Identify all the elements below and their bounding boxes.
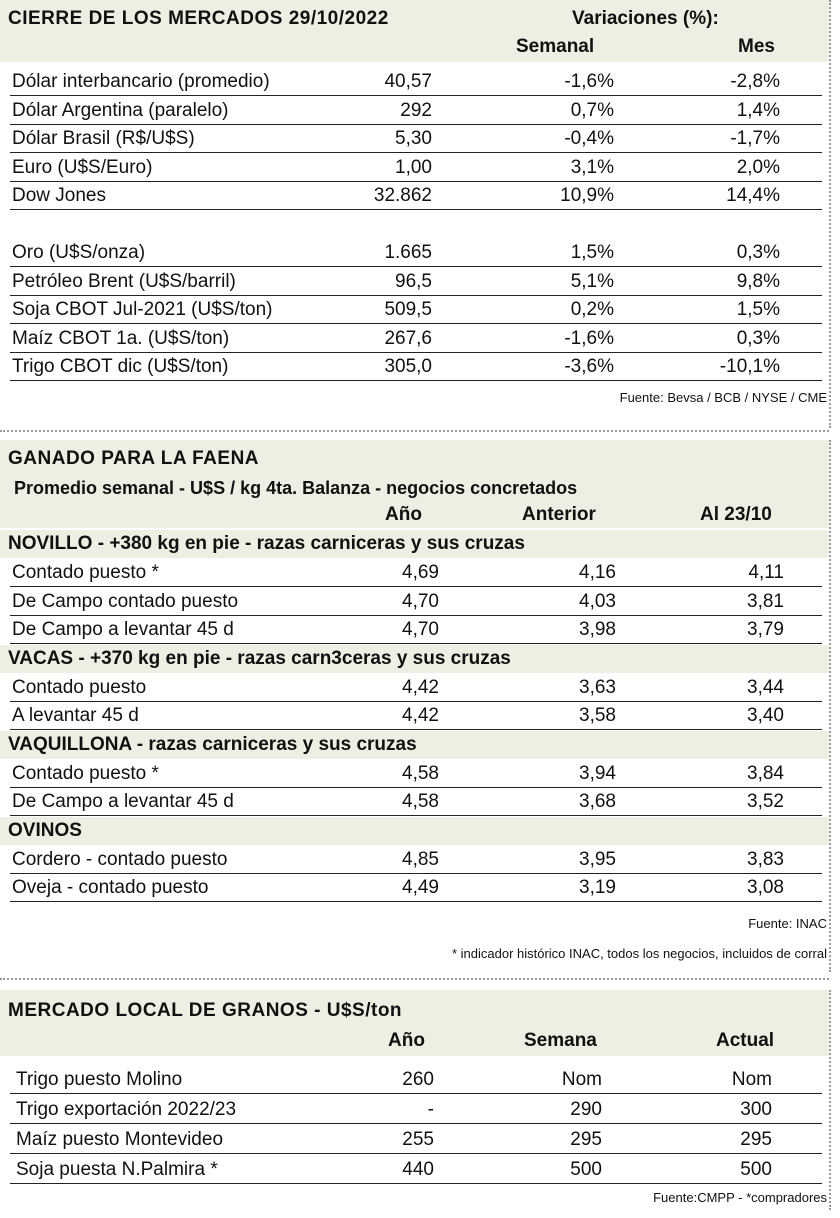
- market-value: 32.862: [373, 185, 432, 206]
- cattle-year-value: 4,42: [402, 705, 439, 726]
- grain-row: [10, 1156, 822, 1184]
- market-label: Trigo CBOT dic (U$S/ton): [12, 356, 229, 377]
- market-week-change: -0,4%: [564, 128, 614, 149]
- market-row: [10, 182, 822, 210]
- market-value: 305,0: [384, 356, 432, 377]
- market-month-change: -10,1%: [719, 356, 780, 377]
- cattle-group-title: NOVILLO - +380 kg en pie - razas carniceras y sus cruzas: [8, 533, 525, 554]
- grain-year-value: 260: [402, 1069, 434, 1090]
- market-label: Dólar Argentina (paralelo): [12, 99, 229, 121]
- cattle-prev-value: 3,63: [579, 676, 616, 698]
- cattle-label: Cordero - contado puesto: [12, 848, 228, 870]
- grain-label: Trigo exportación 2022/23: [16, 1099, 237, 1120]
- grains-panel: [0, 990, 831, 1210]
- market-value: 509,5: [384, 299, 432, 320]
- cattle-row: [10, 559, 822, 587]
- market-month-change: 9,8%: [736, 270, 780, 292]
- grain-row: [10, 1096, 822, 1124]
- market-value: 1.665: [384, 242, 432, 263]
- col-date-header: Al 23/10: [700, 504, 772, 525]
- cattle-date-value: 3,40: [747, 705, 784, 726]
- markets-source: Fuente: Bevsa / BCB / NYSE / CME: [619, 390, 827, 405]
- market-week-change: 0,2%: [570, 299, 614, 320]
- cattle-date-value: 3,08: [747, 877, 784, 898]
- market-value: 5,30: [395, 128, 432, 149]
- cattle-label: Contado puesto *: [12, 762, 159, 784]
- cattle-date-value: 3,79: [747, 619, 784, 640]
- cattle-year-value: 4,70: [402, 619, 439, 640]
- col-month-header: Mes: [738, 36, 775, 57]
- cattle-year-value: 4,58: [402, 791, 439, 812]
- market-value: 96,5: [395, 270, 432, 292]
- cattle-label: A levantar 45 d: [12, 705, 139, 726]
- cattle-subtitle: Promedio semanal - U$S / kg 4ta. Balanza - negocios concretados: [14, 478, 578, 498]
- cattle-year-value: 4,42: [402, 676, 439, 698]
- grain-label: Trigo puesto Molino: [16, 1069, 183, 1090]
- cattle-group-header: [0, 817, 829, 845]
- grain-label: Maíz puesto Montevideo: [16, 1129, 224, 1150]
- cattle-source: Fuente: INAC: [748, 916, 827, 931]
- market-label: Petróleo Brent (U$S/barril): [12, 270, 236, 292]
- cattle-row: [10, 674, 822, 702]
- cattle-row: [10, 846, 822, 874]
- market-row: [10, 68, 822, 96]
- grain-current-value: 500: [740, 1159, 772, 1180]
- cattle-year-value: 4,69: [402, 562, 439, 583]
- separator: [0, 430, 829, 432]
- markets-title: CIERRE DE LOS MERCADOS 29/10/2022: [8, 8, 389, 29]
- market-value: 292: [400, 99, 432, 121]
- market-week-change: -3,6%: [564, 356, 614, 377]
- cattle-year-value: 4,70: [402, 590, 439, 612]
- separator: [0, 978, 829, 980]
- market-row: [10, 353, 822, 381]
- grain-year-value: -: [427, 1099, 434, 1120]
- market-week-change: 3,1%: [570, 156, 614, 178]
- market-row: [10, 325, 822, 353]
- grain-current-value: 300: [740, 1099, 772, 1120]
- cattle-label: De Campo a levantar 45 d: [12, 619, 234, 640]
- market-row: [10, 125, 822, 153]
- cattle-label: De Campo contado puesto: [12, 590, 239, 612]
- cattle-title: GANADO PARA LA FAENA: [8, 448, 260, 469]
- cattle-row: [10, 760, 822, 788]
- cattle-prev-value: 3,94: [579, 762, 616, 784]
- grains-title: MERCADO LOCAL DE GRANOS - U$S/ton: [8, 1000, 403, 1021]
- cattle-year-value: 4,49: [402, 877, 439, 898]
- market-row: [10, 268, 822, 296]
- grain-year-value: 440: [402, 1159, 434, 1180]
- grain-week-value: Nom: [561, 1069, 602, 1090]
- col-week-header: Semanal: [516, 36, 595, 57]
- variations-label: Variaciones (%):: [572, 8, 719, 29]
- cattle-year-value: 4,58: [402, 762, 439, 784]
- cattle-prev-value: 3,68: [579, 791, 616, 812]
- cattle-group-header: [0, 731, 829, 759]
- cattle-prev-value: 3,95: [579, 848, 616, 870]
- cattle-group-header: [0, 530, 829, 558]
- col-year-header: Año: [388, 1030, 425, 1051]
- market-month-change: 1,4%: [736, 99, 780, 121]
- market-value: 40,57: [384, 71, 432, 92]
- cattle-row: [10, 588, 822, 616]
- market-week-change: 0,7%: [570, 99, 614, 121]
- markets-panel: [0, 0, 831, 428]
- market-row: [10, 97, 822, 125]
- cattle-row: [10, 702, 822, 730]
- grain-current-value: 295: [740, 1129, 772, 1150]
- grain-row: [10, 1126, 822, 1154]
- market-week-change: 10,9%: [560, 185, 614, 206]
- cattle-footnote: * indicador histórico INAC, todos los negocios, incluidos de corral: [451, 946, 827, 961]
- cattle-year-value: 4,85: [402, 848, 439, 870]
- cattle-label: Oveja - contado puesto: [12, 877, 209, 898]
- cattle-date-value: 4,11: [748, 562, 784, 583]
- market-label: Dólar interbancario (promedio): [12, 71, 270, 92]
- market-row: [10, 154, 822, 182]
- cattle-row: [10, 788, 822, 816]
- grain-week-value: 290: [570, 1099, 602, 1120]
- market-week-change: -1,6%: [564, 71, 614, 92]
- col-current-header: Actual: [716, 1030, 775, 1051]
- market-week-change: -1,6%: [564, 327, 614, 349]
- market-label: Dow Jones: [12, 185, 106, 206]
- cattle-date-value: 3,52: [747, 791, 784, 812]
- cattle-group-title: OVINOS: [8, 819, 82, 841]
- grain-current-value: Nom: [731, 1069, 772, 1090]
- col-prev-header: Anterior: [522, 504, 596, 525]
- cattle-label: Contado puesto: [12, 676, 147, 698]
- cattle-date-value: 3,84: [747, 762, 784, 784]
- cattle-row: [10, 874, 822, 902]
- market-month-change: 14,4%: [726, 185, 780, 206]
- cattle-group-header: [0, 645, 829, 673]
- cattle-prev-value: 3,58: [579, 705, 616, 726]
- cattle-row: [10, 616, 822, 644]
- cattle-label: Contado puesto *: [12, 562, 159, 583]
- market-week-change: 1,5%: [570, 242, 614, 263]
- market-row: [10, 239, 822, 267]
- col-year-header: Año: [385, 504, 422, 525]
- grain-week-value: 295: [570, 1129, 602, 1150]
- grains-source: Fuente:CMPP - *compradores: [653, 1190, 827, 1205]
- cattle-group-title: VAQUILLONA - razas carniceras y sus cruzas: [8, 733, 417, 755]
- cattle-prev-value: 3,19: [579, 877, 616, 898]
- market-label: Soja CBOT Jul-2021 (U$S/ton): [12, 299, 273, 320]
- grain-year-value: 255: [402, 1129, 434, 1150]
- grain-label: Soja puesta N.Palmira *: [16, 1159, 218, 1180]
- market-label: Dólar Brasil (R$/U$S): [12, 128, 195, 149]
- cattle-prev-value: 4,16: [579, 562, 616, 583]
- market-month-change: -1,7%: [730, 128, 780, 149]
- cattle-prev-value: 3,98: [579, 619, 616, 640]
- cattle-date-value: 3,44: [747, 676, 784, 698]
- cattle-panel: [0, 440, 831, 972]
- cattle-prev-value: 4,03: [579, 590, 616, 612]
- market-value: 1,00: [395, 156, 432, 178]
- market-week-change: 5,1%: [570, 270, 614, 292]
- cattle-label: De Campo a levantar 45 d: [12, 791, 234, 812]
- col-week-header: Semana: [524, 1030, 597, 1051]
- market-label: Oro (U$S/onza): [12, 242, 146, 263]
- market-month-change: -2,8%: [730, 71, 780, 92]
- market-label: Maíz CBOT 1a. (U$S/ton): [12, 327, 230, 349]
- market-value: 267,6: [384, 327, 432, 349]
- market-month-change: 1,5%: [736, 299, 780, 320]
- market-row-spacer: [10, 211, 822, 239]
- market-row: [10, 296, 822, 324]
- market-month-change: 2,0%: [736, 156, 780, 178]
- grain-row: [10, 1066, 822, 1094]
- grain-week-value: 500: [570, 1159, 602, 1180]
- cattle-group-title: VACAS - +370 kg en pie - razas carn3ceras y sus cruzas: [8, 647, 511, 669]
- market-label: Euro (U$S/Euro): [12, 156, 153, 178]
- market-month-change: 0,3%: [736, 327, 780, 349]
- market-month-change: 0,3%: [736, 242, 780, 263]
- cattle-date-value: 3,81: [747, 590, 784, 612]
- cattle-date-value: 3,83: [747, 848, 784, 870]
